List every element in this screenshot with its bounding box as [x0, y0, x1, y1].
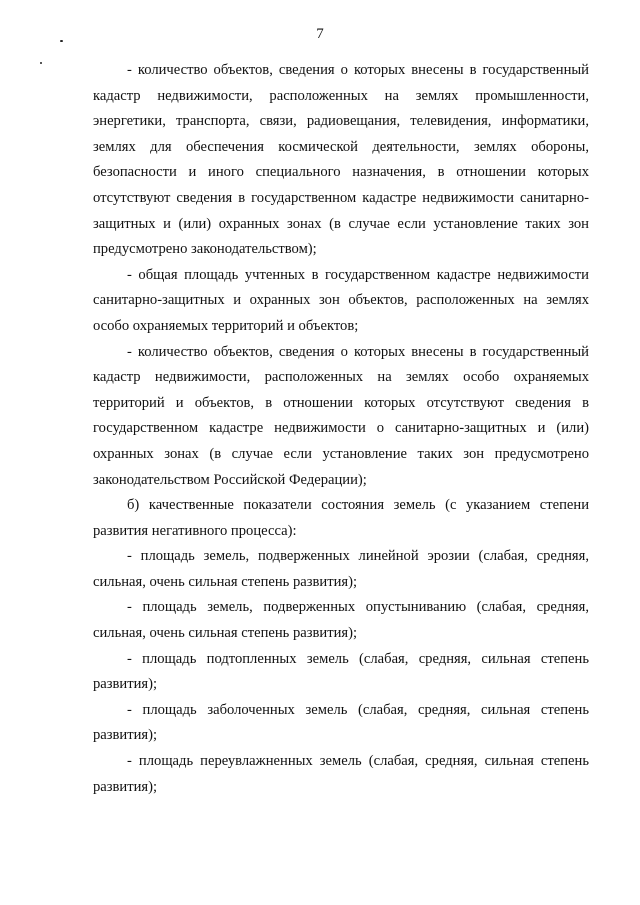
paragraph-swamped-lands: - площадь заболоченных земель (слабая, средняя, сильная степень развития); — [93, 701, 589, 744]
document-body — [93, 58, 589, 800]
paragraph-desertification: - площадь земель, подверженных опустыниванию (слабая, средняя, сильная, очень сильная степень развития); — [93, 599, 589, 642]
paragraph-protected-zones-area: - общая площадь учтенных в государственном кадастре недвижимости санитарно-защитных и охранных зон объектов, расположенных на землях особо охраняемых территорий и объектов; — [93, 266, 589, 334]
paragraph-waterlogged-lands: - площадь переувлажненных земель (слабая, средняя, сильная степень развития); — [93, 753, 589, 795]
paragraph-objects-industry-lands: - количество объектов, сведения о которых внесены в государственный кадастр недвижимости, расположенных на землях промышленности, энергетики, транспорта, связи, радиовещания, телевидения, информатики, землях для обеспечения космической деятельности, землях обороны, безопасности и иного специального назначения, в отношении которых отсутствуют сведения в государственном кадастре недвижимости санитарно-защитных и (или) охранных зонах (в случае если установление таких зон предусмотрено законодательством); — [93, 62, 589, 258]
paragraph-qualitative-indicators: б) качественные показатели состояния земель (с указанием степени развития негативного процесса): — [93, 497, 589, 539]
paragraph-flooded-lands: - площадь подтопленных земель (слабая, средняя, сильная степень развития); — [93, 650, 589, 693]
paragraph-objects-protected-territories: - количество объектов, сведения о которых внесены в государственный кадастр недвижимости, расположенных на землях особо охраняемых территорий и объектов, в отношении которых отсутствуют сведения в государственном кадастре недвижимости о санитарно-защитных и (или) охранных зонах (в случае если установление таких зон предусмотрено законодательством Российской Федерации); — [93, 343, 589, 488]
page-number: 7 — [316, 26, 324, 42]
scan-speck — [40, 62, 42, 64]
paragraph-linear-erosion: - площадь земель, подверженных линейной эрозии (слабая, средняя, сильная, очень сильная степень развития); — [93, 548, 589, 590]
